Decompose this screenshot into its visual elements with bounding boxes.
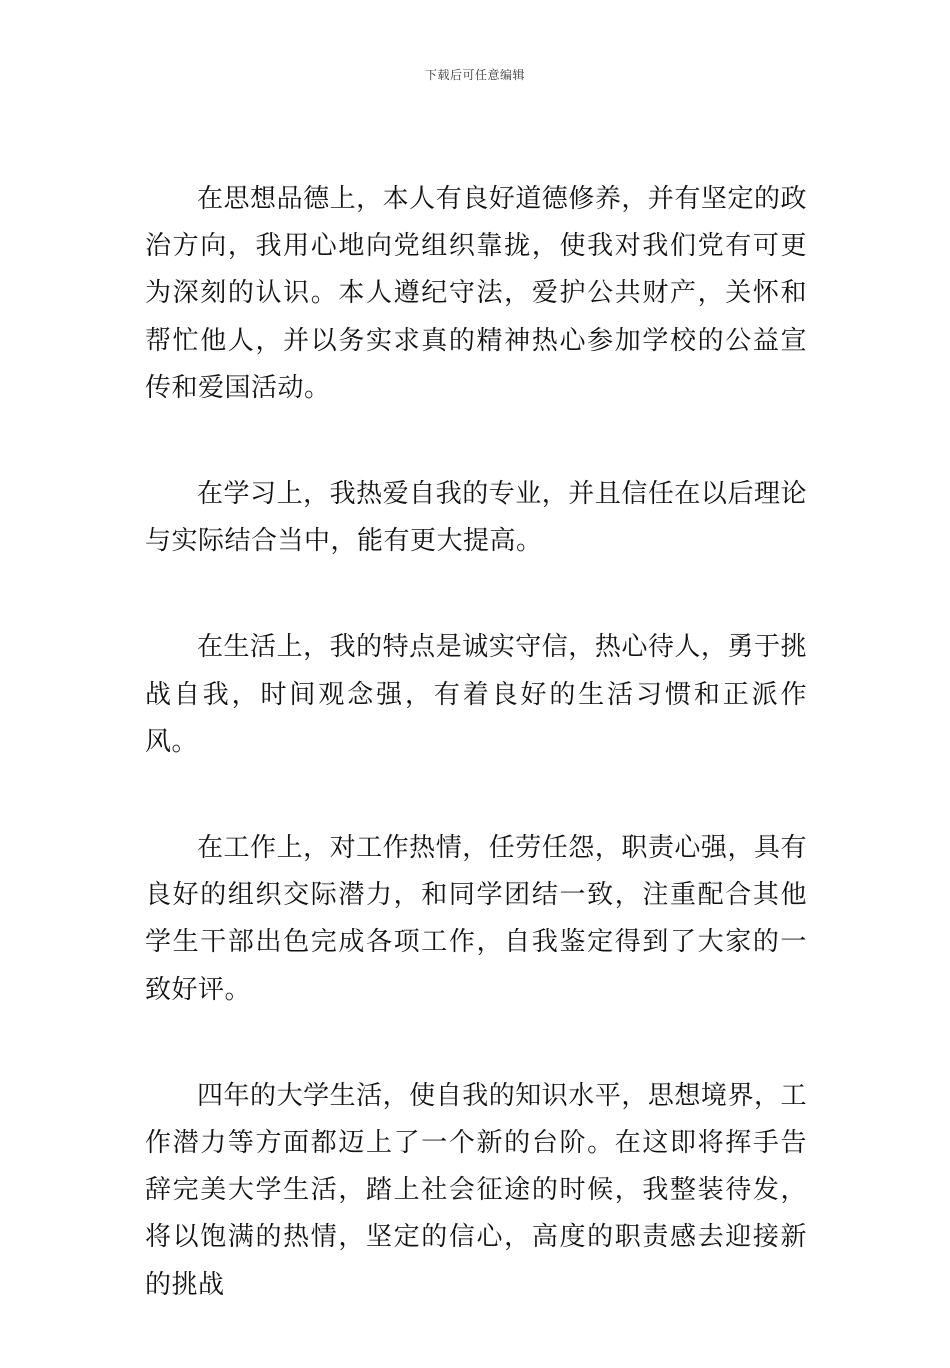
paragraph-work: 在工作上，对工作热情，任劳任怨，职责心强，具有良好的组织交际潜力，和同学团结一致，注重配合其他学生干部出色完成各项工作，自我鉴定得到了大家的一致好评。 — [145, 833, 807, 1005]
document-body — [145, 176, 807, 1368]
paragraph-life: 在生活上，我的特点是诚实守信，热心待人，勇于挑战自我，时间观念强，有着良好的生活习惯和正派作风。 — [145, 632, 807, 757]
paragraph-study: 在学习上，我热爱自我的专业，并且信任在以后理论与实际结合当中，能有更大提高。 — [145, 479, 807, 557]
paragraph-morality: 在思想品德上，本人有良好道德修养，并有坚定的政治方向，我用心地向党组织靠拢，使我对我们党有可更为深刻的认识。本人遵纪守法，爱护公共财产，关怀和帮忙他人，并以务实求真的精神热心参加学校的公益宣传和爱国活动。 — [145, 184, 807, 403]
paragraph-summary: 四年的大学生活，使自我的知识水平，思想境界，工作潜力等方面都迈上了一个新的台阶。在这即将挥手告辞完美大学生活，踏上社会征途的时候，我整装待发，将以饱满的热情，坚定的信心，高度的职责感去迎接新的挑战 — [145, 1080, 807, 1300]
header-note: 下载后可任意编辑 — [424, 68, 525, 82]
